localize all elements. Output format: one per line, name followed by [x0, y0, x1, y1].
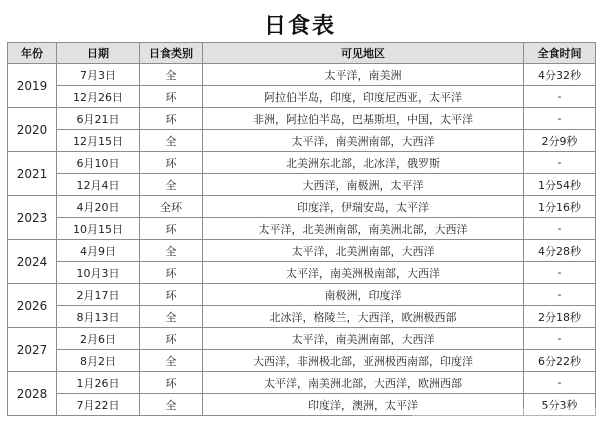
year-cell: 2023 [8, 196, 57, 240]
duration-cell: - [524, 262, 596, 284]
year-cell: 2020 [8, 108, 57, 152]
region-cell: 阿拉伯半岛，印度，印度尼西亚，太平洋 [203, 86, 524, 108]
duration-cell: - [524, 152, 596, 174]
table-row [8, 328, 596, 350]
type-cell: 全 [140, 64, 203, 86]
year-cell: 2026 [8, 284, 57, 328]
table-row [8, 130, 596, 152]
duration-cell: 2分9秒 [524, 130, 596, 152]
table-row [8, 64, 596, 86]
duration-cell: 5分3秒 [524, 394, 596, 416]
year-cell: 2024 [8, 240, 57, 284]
date-cell: 6月21日 [57, 108, 140, 130]
table-row [8, 152, 596, 174]
region-cell: 印度洋，伊瑞安岛，太平洋 [203, 196, 524, 218]
duration-cell: 4分28秒 [524, 240, 596, 262]
type-cell: 环 [140, 284, 203, 306]
year-cell: 2019 [8, 64, 57, 108]
type-cell: 环 [140, 218, 203, 240]
date-cell: 1月26日 [57, 372, 140, 394]
date-cell: 8月13日 [57, 306, 140, 328]
duration-cell: 4分32秒 [524, 64, 596, 86]
header-year: 年份 [8, 43, 57, 64]
eclipse-table [7, 42, 596, 416]
duration-cell: - [524, 108, 596, 130]
table-row [8, 218, 596, 240]
table-row [8, 196, 596, 218]
date-cell: 10月15日 [57, 218, 140, 240]
date-cell: 10月3日 [57, 262, 140, 284]
duration-cell: - [524, 218, 596, 240]
region-cell: 大西洋，非洲极北部，亚洲极西南部，印度洋 [203, 350, 524, 372]
header-region: 可见地区 [203, 43, 524, 64]
year-cell: 2027 [8, 328, 57, 372]
type-cell: 全 [140, 306, 203, 328]
type-cell: 环 [140, 262, 203, 284]
region-cell: 大西洋，南极洲，太平洋 [203, 174, 524, 196]
table-row [8, 372, 596, 394]
type-cell: 全 [140, 130, 203, 152]
date-cell: 12月26日 [57, 86, 140, 108]
date-cell: 4月9日 [57, 240, 140, 262]
duration-cell: 1分54秒 [524, 174, 596, 196]
year-cell: 2021 [8, 152, 57, 196]
region-cell: 印度洋，澳洲，太平洋 [203, 394, 524, 416]
region-cell: 北冰洋，格陵兰，大西洋，欧洲极西部 [203, 306, 524, 328]
watermark-overlay [412, 408, 597, 430]
region-cell: 太平洋，南美洲极南部，大西洋 [203, 262, 524, 284]
table-row [8, 262, 596, 284]
duration-cell: - [524, 86, 596, 108]
header-date: 日期 [57, 43, 140, 64]
table-row [8, 240, 596, 262]
type-cell: 环 [140, 108, 203, 130]
type-cell: 全 [140, 240, 203, 262]
duration-cell: 1分16秒 [524, 196, 596, 218]
duration-cell: - [524, 328, 596, 350]
duration-cell: 6分22秒 [524, 350, 596, 372]
date-cell: 12月4日 [57, 174, 140, 196]
date-cell: 8月2日 [57, 350, 140, 372]
header-type: 日食类别 [140, 43, 203, 64]
type-cell: 全 [140, 394, 203, 416]
date-cell: 7月22日 [57, 394, 140, 416]
duration-cell: - [524, 372, 596, 394]
date-cell: 4月20日 [57, 196, 140, 218]
duration-cell: - [524, 284, 596, 306]
date-cell: 2月6日 [57, 328, 140, 350]
date-cell: 12月15日 [57, 130, 140, 152]
region-cell: 太平洋，南美洲南部，大西洋 [203, 328, 524, 350]
date-cell: 7月3日 [57, 64, 140, 86]
table-header-row [8, 43, 596, 64]
type-cell: 全 [140, 350, 203, 372]
year-cell: 2028 [8, 372, 57, 416]
date-cell: 2月17日 [57, 284, 140, 306]
region-cell: 北美洲东北部，北冰洋，俄罗斯 [203, 152, 524, 174]
header-duration: 全食时间 [524, 43, 596, 64]
region-cell: 太平洋，北美洲南部，大西洋 [203, 240, 524, 262]
region-cell: 南极洲，印度洋 [203, 284, 524, 306]
region-cell: 非洲，阿拉伯半岛，巴基斯坦，中国，太平洋 [203, 108, 524, 130]
table-row [8, 86, 596, 108]
type-cell: 环 [140, 152, 203, 174]
type-cell: 全环 [140, 196, 203, 218]
page-title: 日食表 [263, 14, 336, 39]
date-cell: 6月10日 [57, 152, 140, 174]
table-row [8, 350, 596, 372]
type-cell: 环 [140, 372, 203, 394]
table-row [8, 306, 596, 328]
table-row [8, 174, 596, 196]
duration-cell: 2分18秒 [524, 306, 596, 328]
region-cell: 太平洋，南美洲北部，大西洋，欧洲西部 [203, 372, 524, 394]
region-cell: 太平洋，北美洲南部，南美洲北部，大西洋 [203, 218, 524, 240]
type-cell: 环 [140, 86, 203, 108]
region-cell: 太平洋，南美洲南部，大西洋 [203, 130, 524, 152]
table-row [8, 108, 596, 130]
type-cell: 全 [140, 174, 203, 196]
type-cell: 环 [140, 328, 203, 350]
table-row [8, 284, 596, 306]
region-cell: 太平洋，南美洲 [203, 64, 524, 86]
